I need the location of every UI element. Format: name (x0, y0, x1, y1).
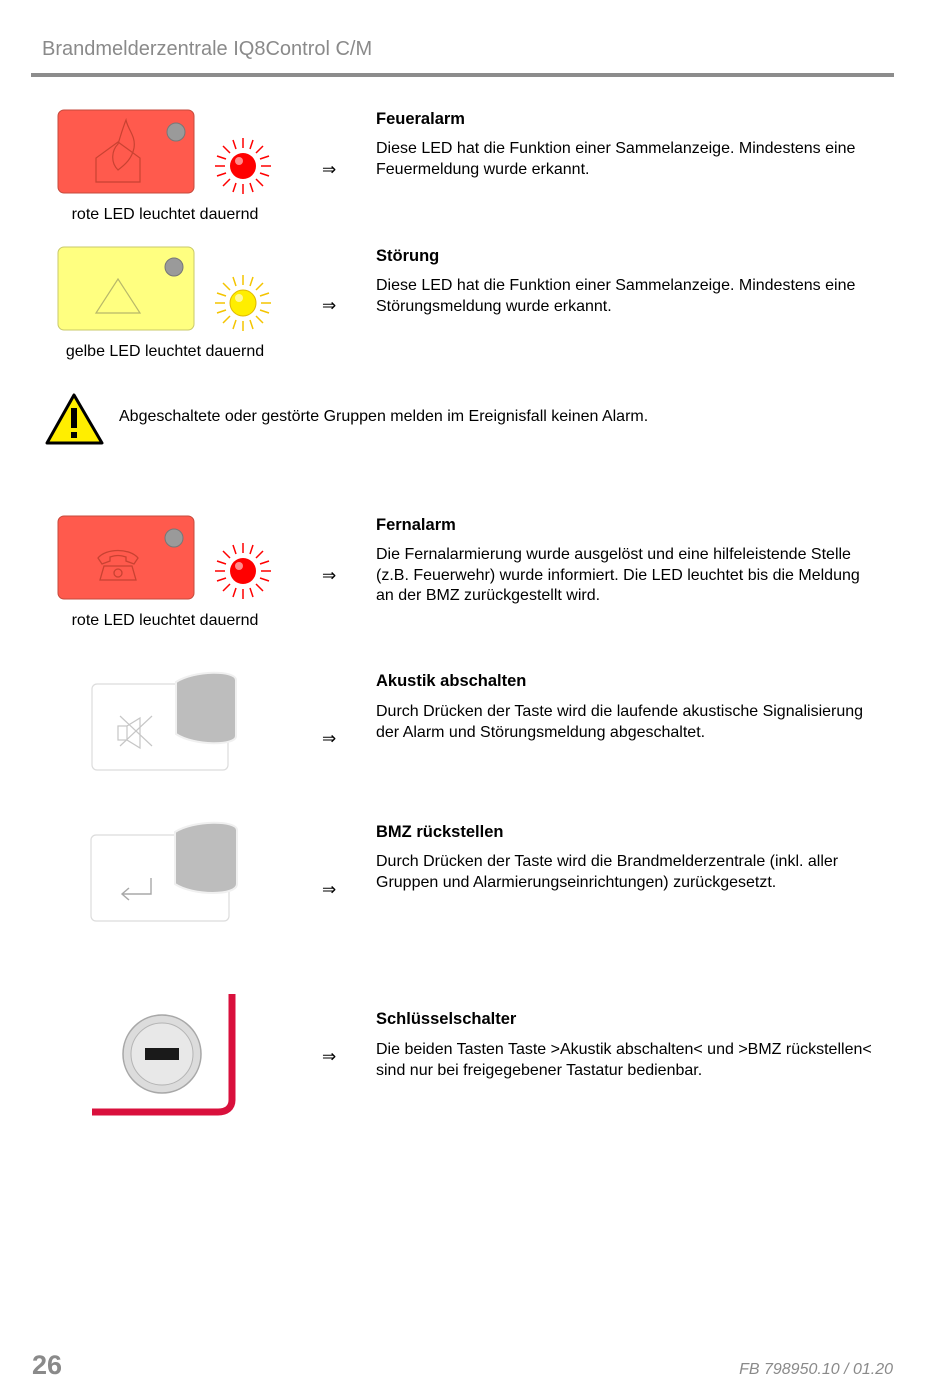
silence-description: Durch Drücken der Taste wird die laufende akustische Signalisierung der Alarm und Störungsmeldung abgeschaltet. (376, 703, 864, 741)
page-header-title: Brandmelderzentrale IQ8Control C/M (42, 38, 373, 60)
remote-alarm-indicator (56, 514, 286, 614)
remote-alarm-description: Die Fernalarmierung wurde ausgelöst und eine hilfeleistende Stelle (z.B. Feuerwehr) wurde informiert. Die LED leuchtet bis die Meldung an der BMZ zurückgestellt wird. (376, 546, 860, 604)
red-led-icon (215, 138, 271, 194)
silence-arrow: ⇒ (322, 729, 337, 748)
key-switch-arrow: ⇒ (322, 1047, 337, 1066)
key-switch-title: Schlüsselschalter (376, 1010, 517, 1028)
reset-button[interactable] (89, 822, 249, 932)
page-number: 26 (32, 1350, 63, 1380)
fault-caption: gelbe LED leuchtet dauernd (65, 343, 265, 360)
key-switch[interactable] (88, 990, 240, 1120)
remote-alarm-arrow: ⇒ (322, 566, 337, 585)
fault-description: Diese LED hat die Funktion einer Sammelanzeige. Mindestens eine Störungsmeldung wurde erkannt. (376, 277, 856, 315)
key-switch-description: Die beiden Tasten Taste >Akustik abschalten< und >BMZ rückstellen< sind nur bei freigegebener Tastatur bedienbar. (376, 1041, 872, 1079)
warning-text: Abgeschaltete oder gestörte Gruppen melden im Ereignisfall keinen Alarm. (119, 408, 649, 425)
header-divider (31, 73, 894, 77)
reset-title: BMZ rückstellen (376, 823, 504, 841)
document-id: FB 798950.10 / 01.20 (739, 1361, 893, 1378)
fire-alarm-description: Diese LED hat die Funktion einer Sammelanzeige. Mindestens eine Feuermeldung wurde erkannt. (376, 140, 856, 178)
fire-alarm-title: Feueralarm (376, 110, 465, 128)
remote-alarm-title: Fernalarm (376, 516, 456, 534)
fault-arrow: ⇒ (322, 296, 337, 315)
silence-button[interactable] (90, 670, 250, 780)
warning-icon (45, 392, 105, 446)
remote-alarm-caption: rote LED leuchtet dauernd (71, 612, 259, 629)
red-led-icon (215, 543, 271, 599)
fault-title: Störung (376, 247, 440, 265)
fault-indicator (56, 245, 286, 345)
fire-alarm-caption: rote LED leuchtet dauernd (71, 206, 259, 223)
yellow-led-icon (215, 275, 271, 331)
fire-alarm-arrow: ⇒ (322, 160, 337, 179)
reset-arrow: ⇒ (322, 880, 337, 899)
fire-alarm-indicator (56, 108, 286, 208)
silence-title: Akustik abschalten (376, 672, 527, 690)
reset-description: Durch Drücken der Taste wird die Brandmelderzentrale (inkl. aller Gruppen und Alarmierungseinrichtungen) zurückgesetzt. (376, 853, 839, 891)
